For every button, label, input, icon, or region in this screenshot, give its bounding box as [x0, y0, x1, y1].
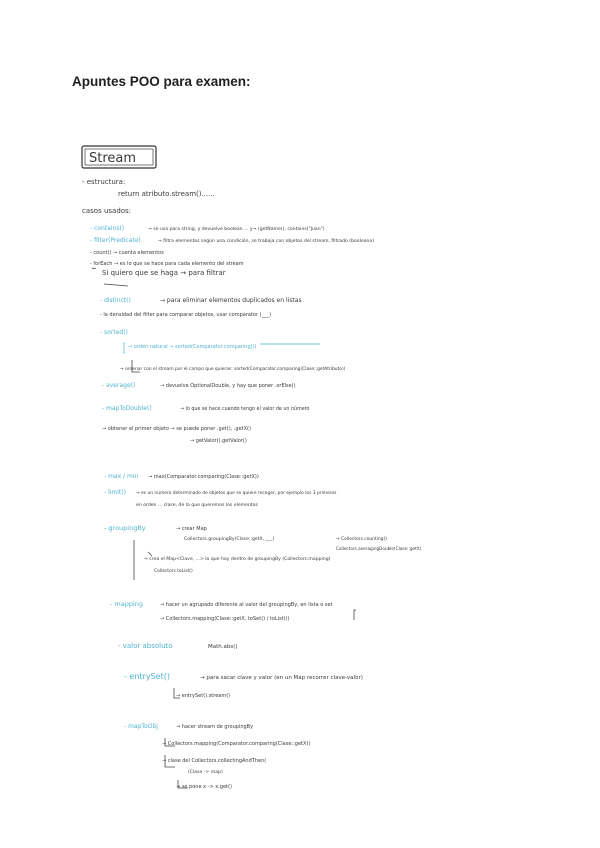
note-line-term: - sorted()	[100, 329, 128, 336]
note-line-term: - filter(Predicate)	[90, 237, 141, 244]
note-line: → orden natural → sorted(Comparator.comparing())	[128, 344, 257, 350]
note-line: → lo que se hace cuando tengo el valor de un número	[180, 407, 310, 412]
note-line: → entrySet().stream()	[176, 693, 231, 699]
page-title: Apuntes POO para examen:	[72, 74, 251, 89]
note-line: → filtra elementos según una condición, se trabaja con objetos del stream, filtrado (booleano)	[158, 239, 375, 244]
note-line: - la densidad del filter para comparar objetos, usar comparator (___)	[100, 312, 272, 318]
note-line: - count() → cuenta elementos	[90, 250, 164, 256]
note-line: → para eliminar elementos duplicados en listas	[160, 297, 302, 304]
note-line: → hacer stream de groupingBy	[176, 724, 254, 730]
note-line: → crear Map	[176, 526, 207, 532]
note-line-term: - average()	[102, 382, 136, 389]
note-line-term: - groupingBy	[104, 524, 146, 532]
note-line: → devuelve OptionalDouble, y hay que poner .orElse()	[160, 383, 296, 389]
note-line: (Clase -> map)	[188, 770, 223, 775]
note-line: → getValor().getValor()	[190, 438, 247, 444]
note-line-term: - mapToDouble()	[102, 405, 152, 412]
note-line-term: - max / min	[104, 473, 139, 480]
note-line: Collectors.toList()	[154, 569, 193, 574]
note-line-term: - mapping	[110, 600, 144, 608]
note-line-term: - entrySet()	[124, 672, 170, 681]
note-line: → se pone x -> x.get()	[176, 784, 232, 790]
note-line: → max(Comparator.comparing(Clase::getX))	[148, 474, 259, 480]
note-line: → hacer un agrupado diferente al valor del groupingBy, en lista o set	[160, 602, 333, 608]
note-line: → se usa para string, y devuelve boolean ... y→ (getName(), contains("Juan")	[148, 227, 325, 232]
note-line: Math.abs()	[208, 644, 238, 650]
note-line: → Collectors.mapping(Clase::getX, toSet() / toList())	[160, 616, 290, 622]
note-line: Collectors.groupingBy(Clase::getX, ___)	[184, 537, 275, 542]
note-line: casos usados:	[82, 207, 132, 215]
note-line-term: - valor absoluto	[118, 642, 173, 650]
note-line: Si quiero que se haga → para filtrar	[102, 269, 226, 277]
note-line: en orden ... clase, de la que queremos los elementos	[136, 503, 258, 508]
note-line: return atributo.stream()......	[118, 190, 215, 198]
note-line: → obtener el primer objeto → se puede poner .get(), .getX()	[102, 426, 251, 432]
note-line-term: - limit()	[104, 489, 126, 496]
note-line: → Collectors.mapping(Comparator.comparing(Clase::getX))	[162, 741, 311, 747]
heading-text: Stream	[89, 151, 137, 166]
note-line: → Collectors.counting()	[336, 537, 387, 542]
note-line-term: - distinct()	[100, 297, 131, 304]
note-line-term: - mapToObj	[124, 723, 158, 730]
note-line: → clase del Collectors.collectingAndThen(	[162, 758, 267, 764]
note-line: → crea el Map<Clave, ...> lo que hay dentro de groupingBy (Collectors.mapping)	[144, 557, 331, 562]
note-line-term: - contains()	[90, 225, 125, 232]
note-lines	[82, 178, 422, 790]
note-line: - forEach → es lo que se hace para cada elemento del stream	[90, 261, 244, 267]
note-line: Collectors.averagingDouble(Clase::getX)	[336, 546, 422, 551]
note-line: → para sacar clave y valor (en un Map recorrer clave-valor)	[200, 675, 363, 681]
note-line: - estructura:	[82, 178, 126, 186]
note-line: → ordenar con el stream por el campo que quieras: sorted(Comparator.comparing(Clase::getAtributo))	[120, 367, 346, 372]
note-line: → es un número determinado de objetos que se quiere recoger, por ejemplo los 3 primeros	[136, 491, 337, 496]
